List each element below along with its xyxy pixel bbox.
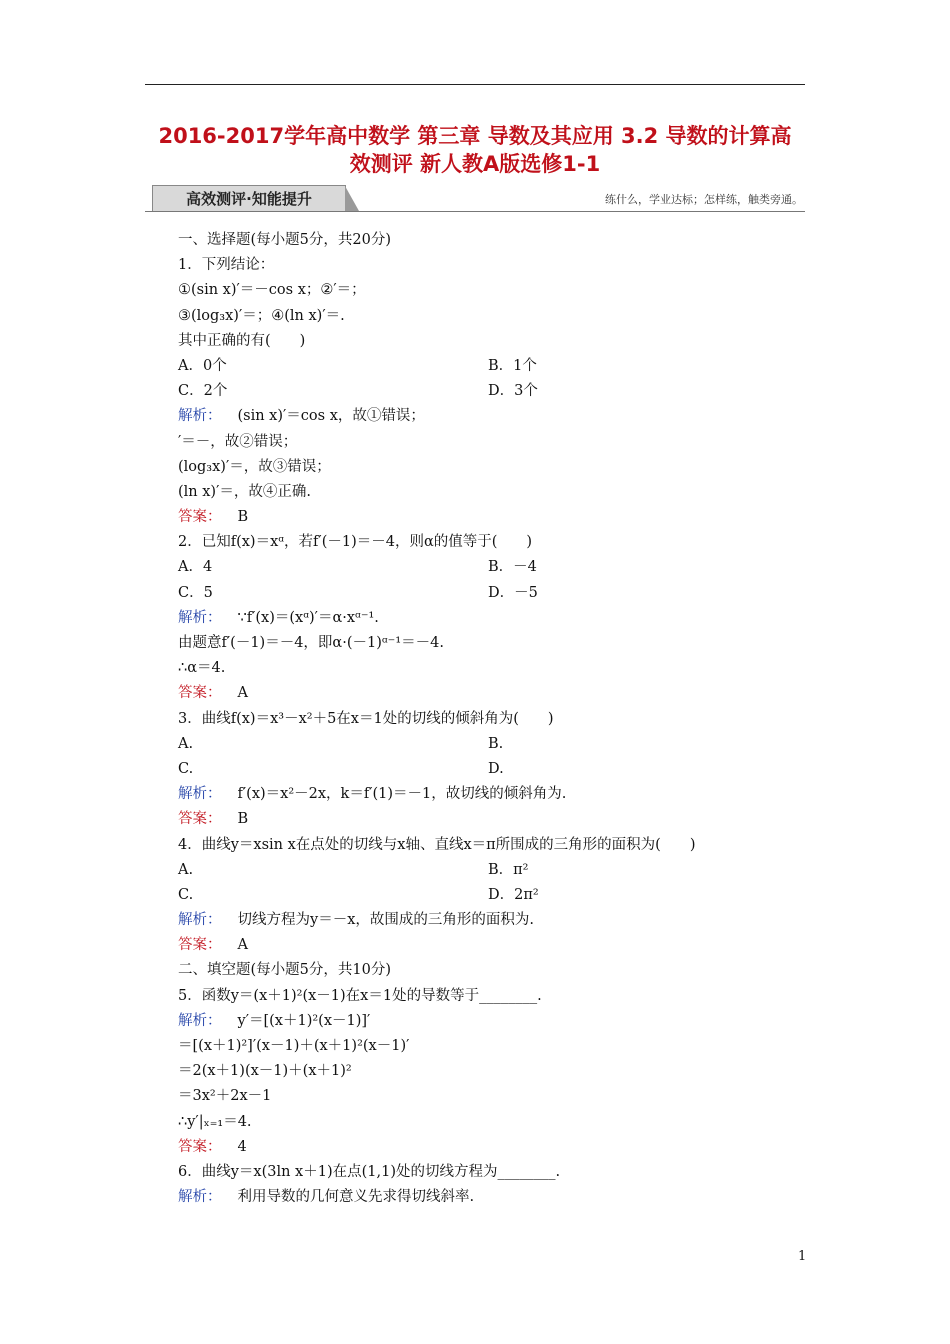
content-line [178, 984, 808, 1009]
content-line [178, 807, 808, 832]
line-text: A．0个 [178, 357, 227, 374]
line-text: 1．下列结论： [178, 257, 275, 274]
solution-label: 解析： [178, 609, 222, 626]
line-text: ∴α＝4. [178, 660, 226, 677]
line-text: 3．曲线f(x)＝x³－x²＋5在x＝1处的切线的倾斜角为( ) [178, 710, 554, 727]
answer-label: 答案： [178, 685, 222, 702]
line-text: B [237, 811, 249, 828]
line-text: (log₃x)′＝，故③错误； [178, 458, 331, 475]
line-text: C. [178, 760, 194, 777]
line-text: A [237, 937, 248, 954]
content-line [178, 606, 808, 631]
line-text: 由题意f′(－1)＝－4，即α·(－1)ᵅ⁻¹＝－4. [178, 635, 444, 651]
line-text: ∴y′|ₓ₌₁＝4. [178, 1113, 252, 1130]
line-text: y′＝[(x＋1)²(x－1)]′ [237, 1012, 371, 1029]
solution-label: 解析： [178, 408, 222, 425]
option-right-column: B．－4 [488, 559, 537, 576]
content-line [178, 1110, 808, 1135]
option-right-column: D．2π² [488, 886, 539, 903]
content-line [178, 958, 808, 983]
line-text: A [237, 685, 248, 702]
content-line [178, 555, 808, 580]
content-line [178, 858, 808, 883]
line-text: C．2个 [178, 383, 228, 400]
banner-corner-shape [345, 186, 359, 211]
line-text: 5．函数y＝(x＋1)²(x－1)在x＝1处的导数等于________. [178, 987, 542, 1004]
line-text: ＝3x²＋2x－1 [178, 1088, 272, 1105]
line-text: 一、选择题(每小题5分，共20分) [178, 232, 391, 248]
top-rule [145, 84, 805, 85]
content-line [178, 430, 808, 455]
option-right-column: B．π² [488, 861, 529, 878]
option-right-column: D．3个 [488, 383, 538, 400]
content-line [178, 883, 808, 908]
option-right-column: D. [488, 760, 504, 777]
title-line-2: 效测评 新人教A版选修1-1 [349, 152, 601, 176]
content-line [178, 782, 808, 807]
content-line [178, 379, 808, 404]
line-text: ①(sin x)′＝－cos x；②′＝； [178, 282, 366, 299]
line-text: 2．已知f(x)＝xᵅ，若f′(－1)＝－4，则α的值等于( ) [178, 534, 533, 551]
line-text: ＝[(x＋1)²]′(x－1)＋(x＋1)²(x－1)′ [178, 1038, 410, 1054]
answer-label: 答案： [178, 1138, 222, 1155]
content-line [178, 530, 808, 555]
content-line [178, 404, 808, 429]
content-line [178, 757, 808, 782]
option-right-column: B．1个 [488, 357, 537, 374]
line-text: 4．曲线y＝xsin x在点处的切线与x轴、直线x＝π所围成的三角形的面积为( ) [178, 836, 696, 853]
line-text: 6．曲线y＝x(3ln x＋1)在点(1,1)处的切线方程为________. [178, 1163, 561, 1180]
line-text: (sin x)′＝cos x，故①错误； [237, 408, 425, 425]
line-text: B [237, 509, 249, 526]
content-line [178, 681, 808, 706]
content-line [178, 253, 808, 278]
section-banner-tab [152, 185, 346, 212]
content-line [178, 833, 808, 858]
exercise-content [178, 228, 808, 1210]
line-text: ＝2(x＋1)(x－1)＋(x＋1)² [178, 1063, 352, 1080]
line-text: 4 [237, 1138, 247, 1155]
line-text: 其中正确的有( ) [178, 332, 306, 349]
content-line [178, 1009, 808, 1034]
line-text: 利用导数的几何意义先求得切线斜率. [237, 1189, 475, 1206]
content-line [178, 304, 808, 329]
content-line [178, 1034, 808, 1059]
content-line [178, 1160, 808, 1185]
line-text: ′＝－，故②错误； [178, 433, 298, 450]
content-line [178, 505, 808, 530]
line-text: ③(log₃x)′＝；④(ln x)′＝. [178, 307, 345, 324]
line-text: A．4 [178, 559, 213, 576]
answer-label: 答案： [178, 509, 222, 526]
banner-slogan: 练什么，学业达标；怎样练，触类旁通。 [605, 193, 803, 206]
option-right-column: B. [488, 735, 504, 752]
solution-label: 解析： [178, 1189, 222, 1206]
banner-rule [145, 211, 805, 212]
solution-label: 解析： [178, 912, 222, 929]
content-line [178, 933, 808, 958]
content-line [178, 455, 808, 480]
line-text: A. [178, 861, 194, 878]
solution-label: 解析： [178, 786, 222, 803]
answer-label: 答案： [178, 937, 222, 954]
content-line [178, 908, 808, 933]
content-line [178, 278, 808, 303]
content-line [178, 1059, 808, 1084]
answer-label: 答案： [178, 811, 222, 828]
line-text: 切线方程为y＝－x，故围成的三角形的面积为. [237, 912, 534, 929]
title-line-1: 2016-2017学年高中数学 第三章 导数及其应用 3.2 导数的计算高 [158, 124, 792, 148]
content-line [178, 1185, 808, 1210]
content-line [178, 581, 808, 606]
content-line [178, 656, 808, 681]
content-line [178, 631, 808, 656]
line-text: ∵f′(x)＝(xᵅ)′＝α·xᵅ⁻¹. [237, 609, 379, 626]
line-text: 二、填空题(每小题5分，共10分) [178, 962, 391, 979]
content-line [178, 732, 808, 757]
content-line [178, 1084, 808, 1109]
content-line [178, 329, 808, 354]
line-text: C. [178, 886, 194, 903]
content-line [178, 480, 808, 505]
banner-tab-label: 高效测评·知能提升 [186, 190, 312, 208]
content-line [178, 707, 808, 732]
line-text: A. [178, 735, 194, 752]
line-text: f′(x)＝x²－2x，k＝f′(1)＝－1，故切线的倾斜角为. [237, 786, 567, 803]
content-line [178, 1135, 808, 1160]
page-number: 1 [798, 1249, 807, 1264]
content-line [178, 354, 808, 379]
content-line [178, 228, 808, 253]
line-text: C．5 [178, 584, 213, 601]
option-right-column: D．－5 [488, 584, 538, 601]
document-title [140, 122, 810, 178]
solution-label: 解析： [178, 1012, 222, 1029]
line-text: (ln x)′＝，故④正确. [178, 483, 311, 500]
